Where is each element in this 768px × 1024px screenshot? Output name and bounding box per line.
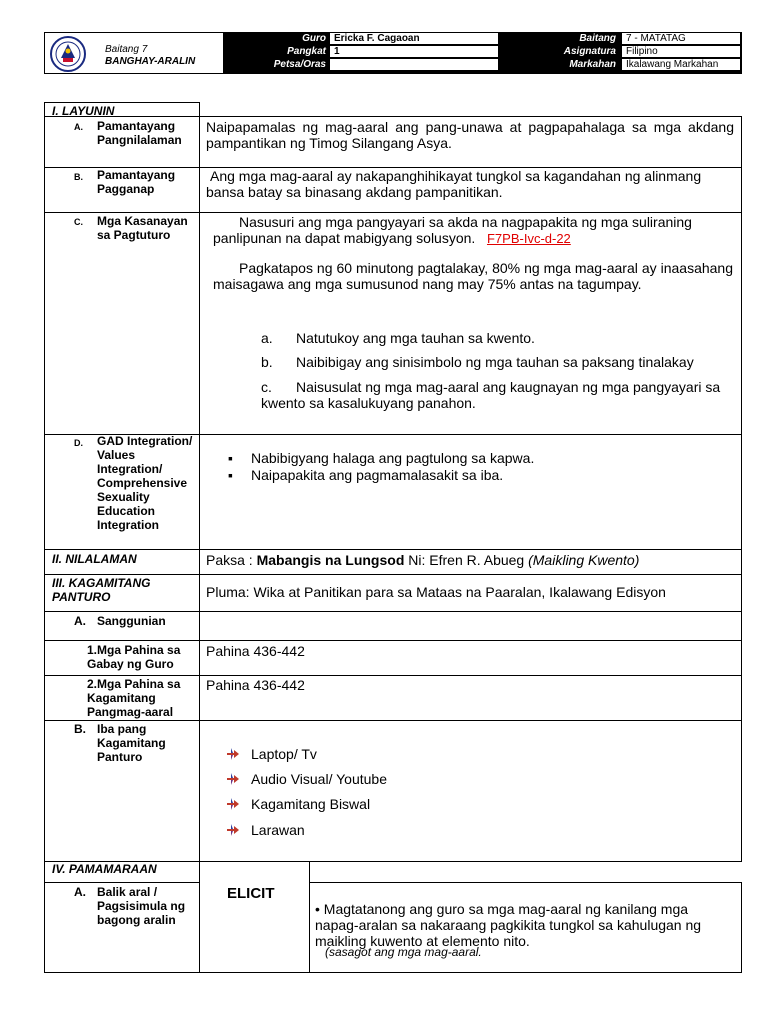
teacher-row bbox=[224, 32, 500, 45]
rule-gabay bbox=[44, 675, 742, 676]
rule-pamamaraan-right bbox=[309, 882, 742, 883]
lesson-plan-table bbox=[44, 102, 742, 973]
rule-pamamaraan-left bbox=[44, 882, 200, 883]
rule-kagamitan bbox=[44, 611, 742, 612]
competency-code: F7PB-Ivc-d-22 bbox=[486, 231, 571, 246]
date-time-row bbox=[224, 58, 500, 71]
topic-author: Ni: Efren R. Abueg bbox=[404, 552, 529, 568]
header-class-info bbox=[500, 32, 742, 74]
teacher-value: Ericka F. Cagaoan bbox=[330, 33, 498, 44]
section-kagamitan-title: III. KAGAMITANG PANTURO bbox=[52, 576, 151, 604]
rule-nilalaman bbox=[44, 574, 742, 575]
objective-c-text: Naisusulat ng mga mag-aaral ang kaugnayan ng mga pangyayari sa kwento sa kasalukuyang panahon. bbox=[261, 379, 721, 411]
item-d-letter: D. bbox=[74, 438, 83, 448]
section-layunin-title: I. LAYUNIN bbox=[52, 104, 115, 118]
objective-b-letter: b. bbox=[261, 354, 273, 370]
review-activity-text: • Magtatanong ang guro sa mga mag-aaral ng kanilang mga napag-aralan sa nakaraang pagkikita tungkol sa kahulugan ng maikling kuwento at elemento nito. bbox=[315, 901, 702, 949]
table-border-right bbox=[741, 116, 742, 861]
quarter-row bbox=[500, 58, 742, 71]
teacher-label: Guro bbox=[302, 33, 326, 44]
section-pamamaraan-title: IV. PAMAMARAAN bbox=[52, 862, 157, 876]
rule-pangmag bbox=[44, 720, 742, 721]
material-1: Laptop/ Tv bbox=[251, 746, 317, 762]
item-b-letter: B. bbox=[74, 172, 83, 182]
section-row bbox=[224, 45, 500, 58]
section-nilalaman-title: II. NILALAMAN bbox=[52, 552, 137, 566]
topic-title: Mabangis na Lungsod bbox=[256, 552, 405, 568]
subject-value: Filipino bbox=[622, 46, 740, 57]
phase-label: ELICIT bbox=[227, 885, 275, 902]
subject-label: Asignatura bbox=[563, 46, 616, 57]
grade-level-label: Baitang bbox=[579, 33, 616, 44]
objective-c-letter: c. bbox=[261, 379, 272, 395]
rule-b bbox=[44, 212, 742, 213]
teacher-guide-pages-label: 1.Mga Pahina sa Gabay ng Guro bbox=[87, 643, 181, 671]
item-b-label: Pamantayang Pagganap bbox=[97, 168, 176, 196]
section-label: Pangkat bbox=[287, 46, 326, 57]
column-divider bbox=[199, 102, 200, 973]
competency-statement: Nasusuri ang mga pangyayari sa akda na nagpapakita ng mga suliraning panlipunan na dapat mabigyang solusyon. bbox=[213, 214, 692, 246]
deped-seal-logo bbox=[48, 36, 88, 72]
item-other-materials-label: Iba pang Kagamitang Panturo bbox=[97, 722, 166, 764]
rule-top bbox=[44, 102, 200, 103]
gad-bullet-1-text: Nabibigyang halaga ang pagtulong sa kapwa. bbox=[251, 450, 535, 466]
objective-b-text: Naibibigay ang sinisimbolo ng mga tauhan sa paksang tinalakay bbox=[296, 354, 694, 370]
quarter-label: Markahan bbox=[569, 59, 616, 70]
content-standard-text: Naipapamalas ng mag-aaral ang pang-unawa at pagpapahalaga sa mga akdang pampantikan ng Timog Silangang Asya. bbox=[206, 119, 734, 151]
objective-a-letter: a. bbox=[261, 330, 273, 346]
competency-text bbox=[213, 214, 733, 247]
date-time-value bbox=[330, 59, 498, 70]
material-4: Larawan bbox=[251, 822, 305, 838]
quarter-value: Ikalawang Markahan bbox=[622, 59, 740, 70]
topic-label: Paksa : bbox=[206, 552, 257, 568]
learner-pages-value: Pahina 436-442 bbox=[206, 677, 305, 693]
document-header bbox=[44, 32, 742, 74]
topic-text bbox=[206, 552, 639, 568]
topic-genre: (Maikling Kwento) bbox=[528, 552, 640, 568]
subject-row bbox=[500, 45, 742, 58]
section-value: 1 bbox=[330, 46, 498, 57]
date-time-label: Petsa/Oras bbox=[273, 59, 326, 70]
teacher-guide-pages-value: Pahina 436-442 bbox=[206, 643, 305, 659]
item-review-label: Balik aral / Pagsisimula ng bagong aralin bbox=[97, 885, 186, 927]
grade-title: Baitang 7 bbox=[105, 44, 148, 55]
item-d-label: GAD Integration/ Values Integration/ Comprehensive Sexuality Education Integration bbox=[97, 434, 193, 532]
gad-bullet-1-marker: ▪ bbox=[228, 450, 233, 466]
document-type: BANGHAY-ARALIN bbox=[105, 56, 196, 67]
item-c-label: Mga Kasanayan sa Pagtuturo bbox=[97, 214, 188, 242]
table-border-bottom bbox=[44, 972, 742, 973]
rule-d bbox=[44, 549, 742, 550]
item-a-letter: A. bbox=[74, 122, 83, 132]
student-response-note: (sasagot ang mga mag-aaral. bbox=[325, 945, 482, 959]
rule-layunin bbox=[44, 116, 742, 117]
rule-sanggunian bbox=[44, 640, 742, 641]
gad-bullet-2-text: Naipapakita ang pagmamalasakit sa iba. bbox=[251, 467, 504, 483]
item-c-letter: C. bbox=[74, 217, 83, 227]
item-review-letter: A. bbox=[74, 885, 86, 899]
material-2: Audio Visual/ Youtube bbox=[251, 771, 387, 787]
header-teacher-info bbox=[224, 32, 500, 74]
arrow-bullet-icon bbox=[227, 773, 240, 785]
arrow-bullet-icon bbox=[227, 748, 240, 760]
header-title-box bbox=[44, 32, 224, 74]
item-other-materials-letter: B. bbox=[74, 722, 86, 736]
grade-level-value: 7 - MATATAG bbox=[622, 33, 740, 44]
phase-column-divider bbox=[309, 861, 310, 973]
textbook-reference: Pluma: Wika at Panitikan para sa Mataas na Paaralan, Ikalawang Edisyon bbox=[206, 584, 666, 600]
table-border-right-lower bbox=[741, 882, 742, 973]
arrow-bullet-icon bbox=[227, 798, 240, 810]
objective-a-text: Natutukoy ang mga tauhan sa kwento. bbox=[296, 330, 535, 346]
objectives-intro-text: Pagkatapos ng 60 minutong pagtalakay, 80% ng mga mag-aaral ay inaasahang maisagawa ang mga sumusunod nang may 75% antas na tagumpay. bbox=[213, 260, 733, 292]
grade-level-row bbox=[500, 32, 742, 45]
item-sanggunian-label: Sanggunian bbox=[97, 614, 166, 628]
material-3: Kagamitang Biswal bbox=[251, 796, 371, 812]
gad-bullet-2-marker: ▪ bbox=[228, 467, 233, 483]
arrow-bullet-icon bbox=[227, 824, 240, 836]
table-border-left bbox=[44, 102, 45, 973]
learner-pages-label: 2.Mga Pahina sa Kagamitang Pangmag-aaral bbox=[87, 677, 181, 719]
item-a-label: Pamantayang Pangnilalaman bbox=[97, 119, 182, 147]
performance-standard-text: Ang mga mag-aaral ay nakapanghihikayat tungkol sa kagandahan ng alinmang bansa batay sa binasang akdang pampanitikan. bbox=[206, 168, 702, 200]
item-sanggunian-letter: A. bbox=[74, 614, 86, 628]
